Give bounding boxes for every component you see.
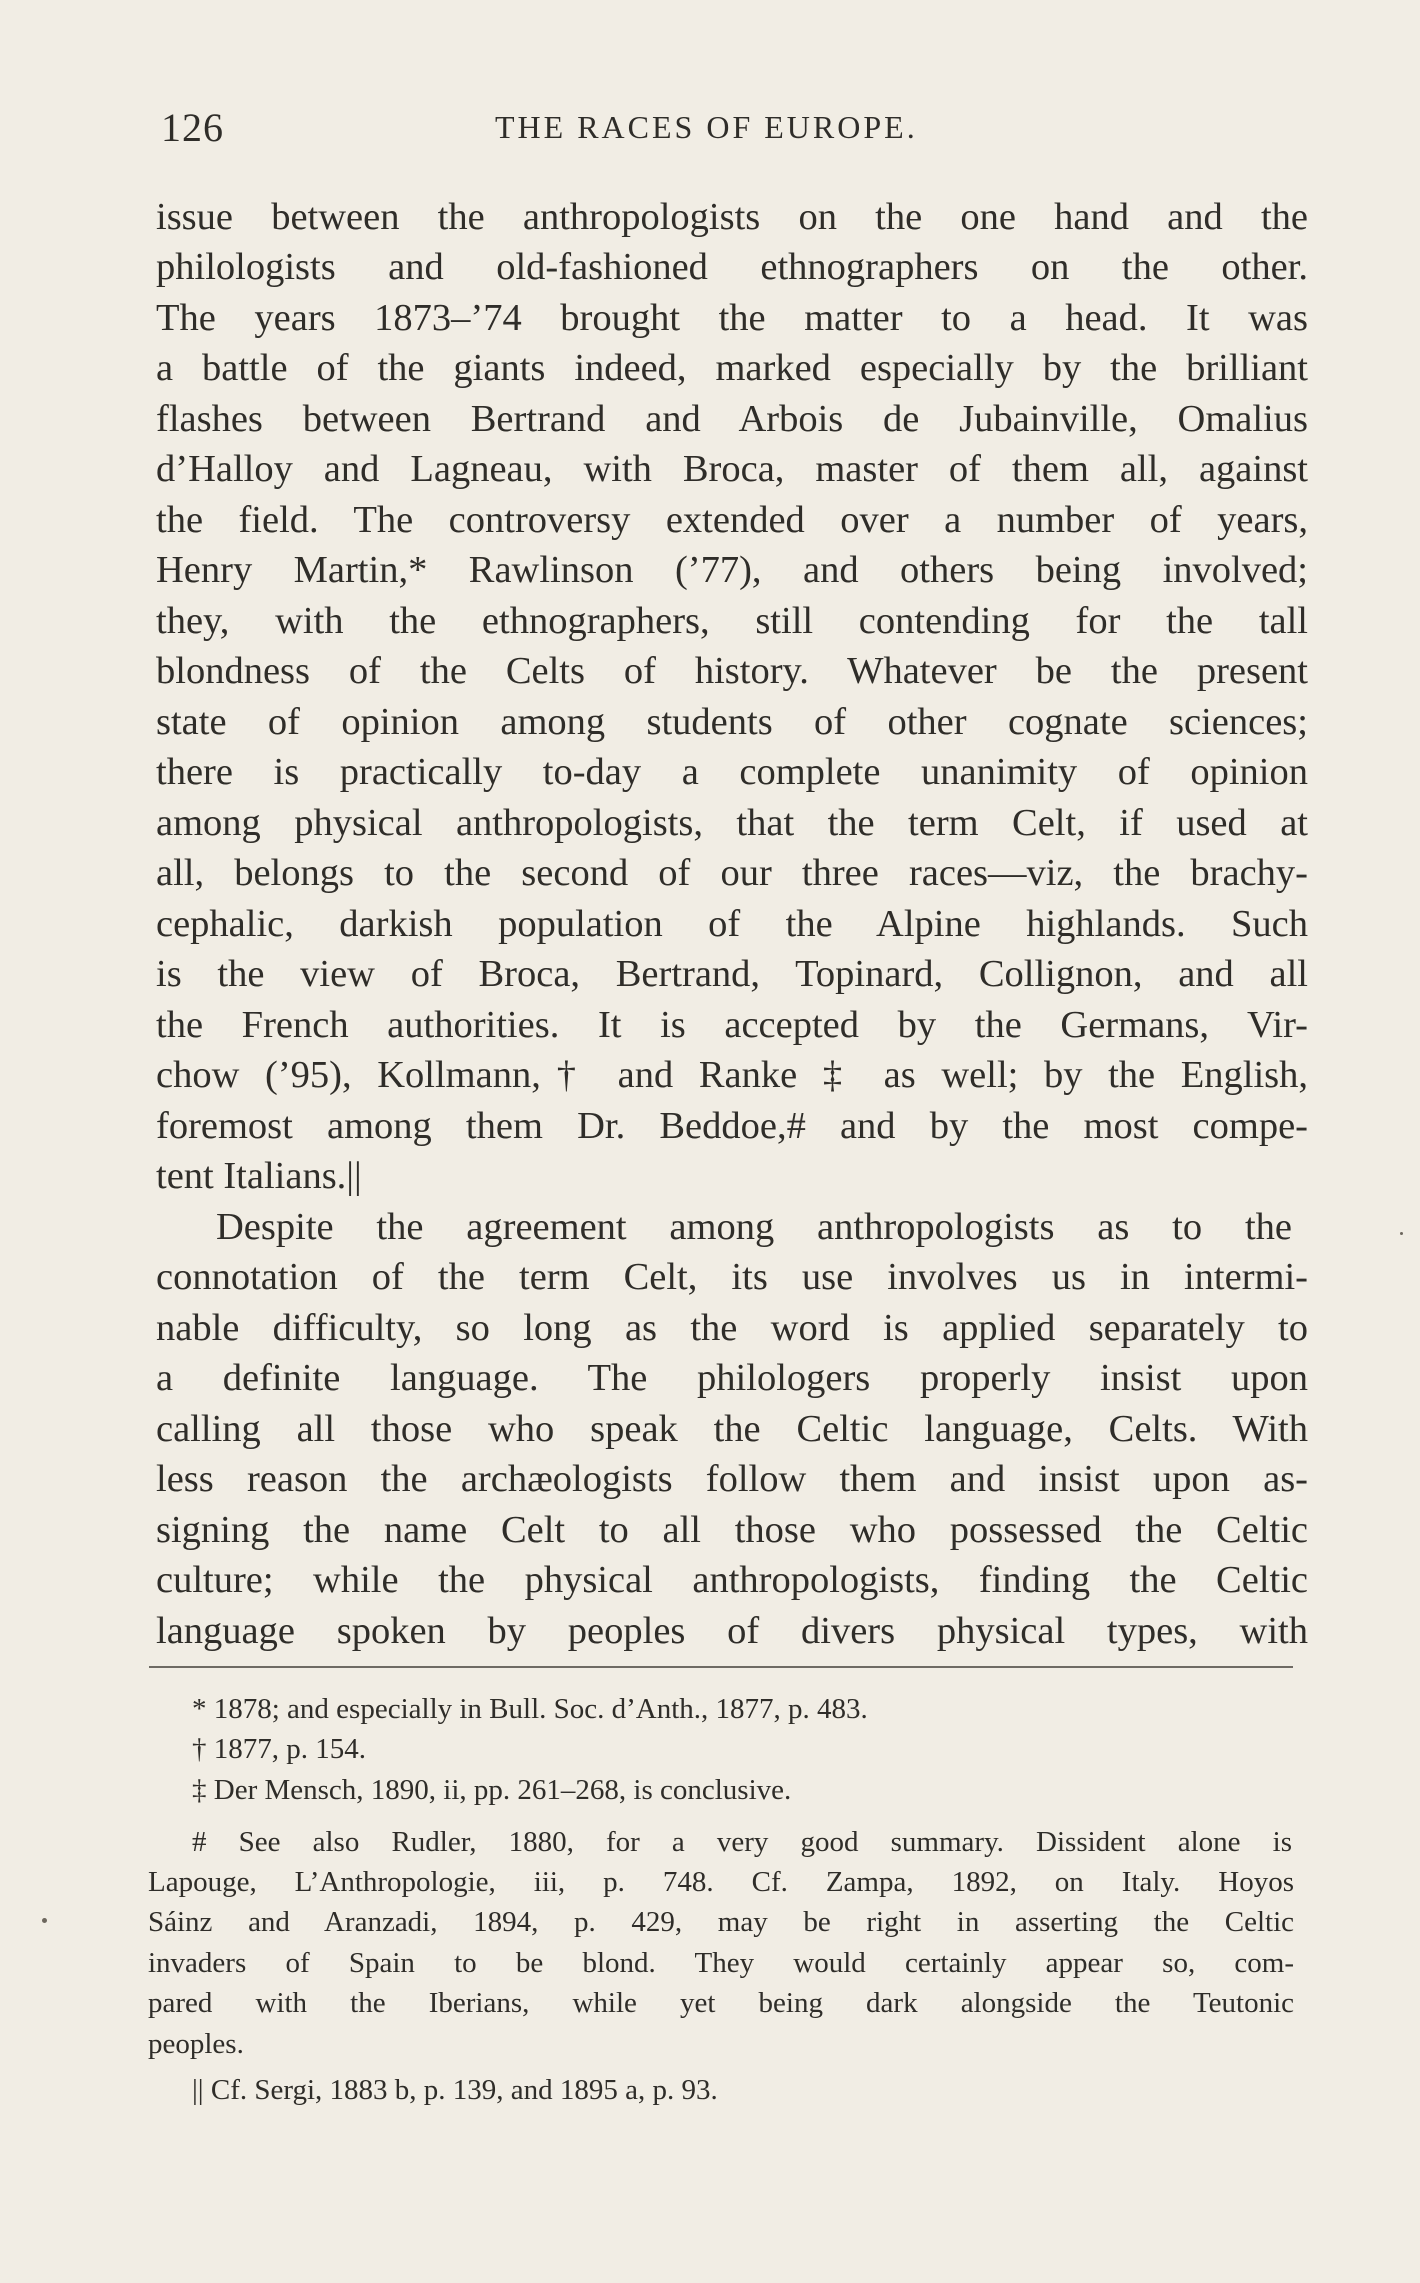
body-line: a battle of the giants indeed, marked especially by the brilliant — [156, 347, 1308, 389]
footnote-line: pared with the Iberians, while yet being dark alongside the Teutonic — [148, 1987, 1294, 2019]
body-line: less reason the archæologists follow them and insist upon as- — [156, 1458, 1308, 1500]
footnote-line: || Cf. Sergi, 1883 b, p. 139, and 1895 a, p. 93. — [192, 2074, 718, 2106]
footnote-line: ‡ Der Mensch, 1890, ii, pp. 261–268, is conclusive. — [192, 1774, 792, 1806]
body-line: Despite the agreement among anthropologists as to the — [216, 1206, 1292, 1248]
body-line: foremost among them Dr. Beddoe,# and by the most compe- — [156, 1105, 1308, 1147]
page-number: 126 — [161, 105, 224, 150]
body-line: cephalic, darkish population of the Alpine highlands. Such — [156, 903, 1308, 945]
body-line: connotation of the term Celt, its use involves us in intermi- — [156, 1256, 1308, 1298]
running-head: THE RACES OF EUROPE. — [495, 109, 918, 145]
footnote-rule — [149, 1666, 1293, 1668]
body-line: they, with the ethnographers, still contending for the tall — [156, 600, 1308, 642]
body-line: there is practically to-day a complete unanimity of opinion — [156, 751, 1308, 793]
footnote-line: invaders of Spain to be blond. They would certainly appear so, com- — [148, 1947, 1294, 1979]
body-line: a definite language. The philologers properly insist upon — [156, 1357, 1308, 1399]
body-line: philologists and old-fashioned ethnographers on the other. — [156, 246, 1308, 288]
body-line: blondness of the Celts of history. Whatever be the present — [156, 650, 1308, 692]
footnote-line: * 1878; and especially in Bull. Soc. d’Anth., 1877, p. 483. — [192, 1693, 868, 1725]
body-line: issue between the anthropologists on the one hand and the — [156, 196, 1308, 238]
body-line: among physical anthropologists, that the term Celt, if used at — [156, 802, 1308, 844]
paper-speck — [42, 1918, 47, 1923]
footnote-line: peoples. — [148, 2028, 244, 2060]
footnote-line: † 1877, p. 154. — [192, 1733, 366, 1765]
body-line: tent Italians.|| — [156, 1155, 362, 1197]
body-line: state of opinion among students of other cognate sciences; — [156, 701, 1308, 743]
body-line: The years 1873–’74 brought the matter to a head. It was — [156, 297, 1308, 339]
body-line: signing the name Celt to all those who possessed the Celtic — [156, 1509, 1308, 1551]
body-line: is the view of Broca, Bertrand, Topinard, Collignon, and all — [156, 953, 1308, 995]
body-line: nable difficulty, so long as the word is applied separately to — [156, 1307, 1308, 1349]
body-line: all, belongs to the second of our three races—viz, the brachy- — [156, 852, 1308, 894]
body-line: flashes between Bertrand and Arbois de Jubainville, Omalius — [156, 398, 1308, 440]
body-line: Henry Martin,* Rawlinson (’77), and others being involved; — [156, 549, 1308, 591]
body-line: the field. The controversy extended over a number of years, — [156, 499, 1308, 541]
footnote-line: # See also Rudler, 1880, for a very good summary. Dissident alone is — [192, 1826, 1292, 1858]
body-line: language spoken by peoples of divers physical types, with — [156, 1610, 1308, 1652]
body-line: the French authorities. It is accepted by the Germans, Vir- — [156, 1004, 1308, 1046]
footnote-line: Sáinz and Aranzadi, 1894, p. 429, may be right in asserting the Celtic — [148, 1906, 1294, 1938]
body-line: chow (’95), Kollmann,† and Ranke ‡ as well; by the English, — [156, 1054, 1308, 1096]
body-line: d’Halloy and Lagneau, with Broca, master of them all, against — [156, 448, 1308, 490]
body-line: culture; while the physical anthropologists, finding the Celtic — [156, 1559, 1308, 1601]
footnote-line: Lapouge, L’Anthropologie, iii, p. 748. Cf. Zampa, 1892, on Italy. Hoyos — [148, 1866, 1294, 1898]
body-line: calling all those who speak the Celtic language, Celts. With — [156, 1408, 1308, 1450]
paper-speck — [1400, 1232, 1403, 1235]
